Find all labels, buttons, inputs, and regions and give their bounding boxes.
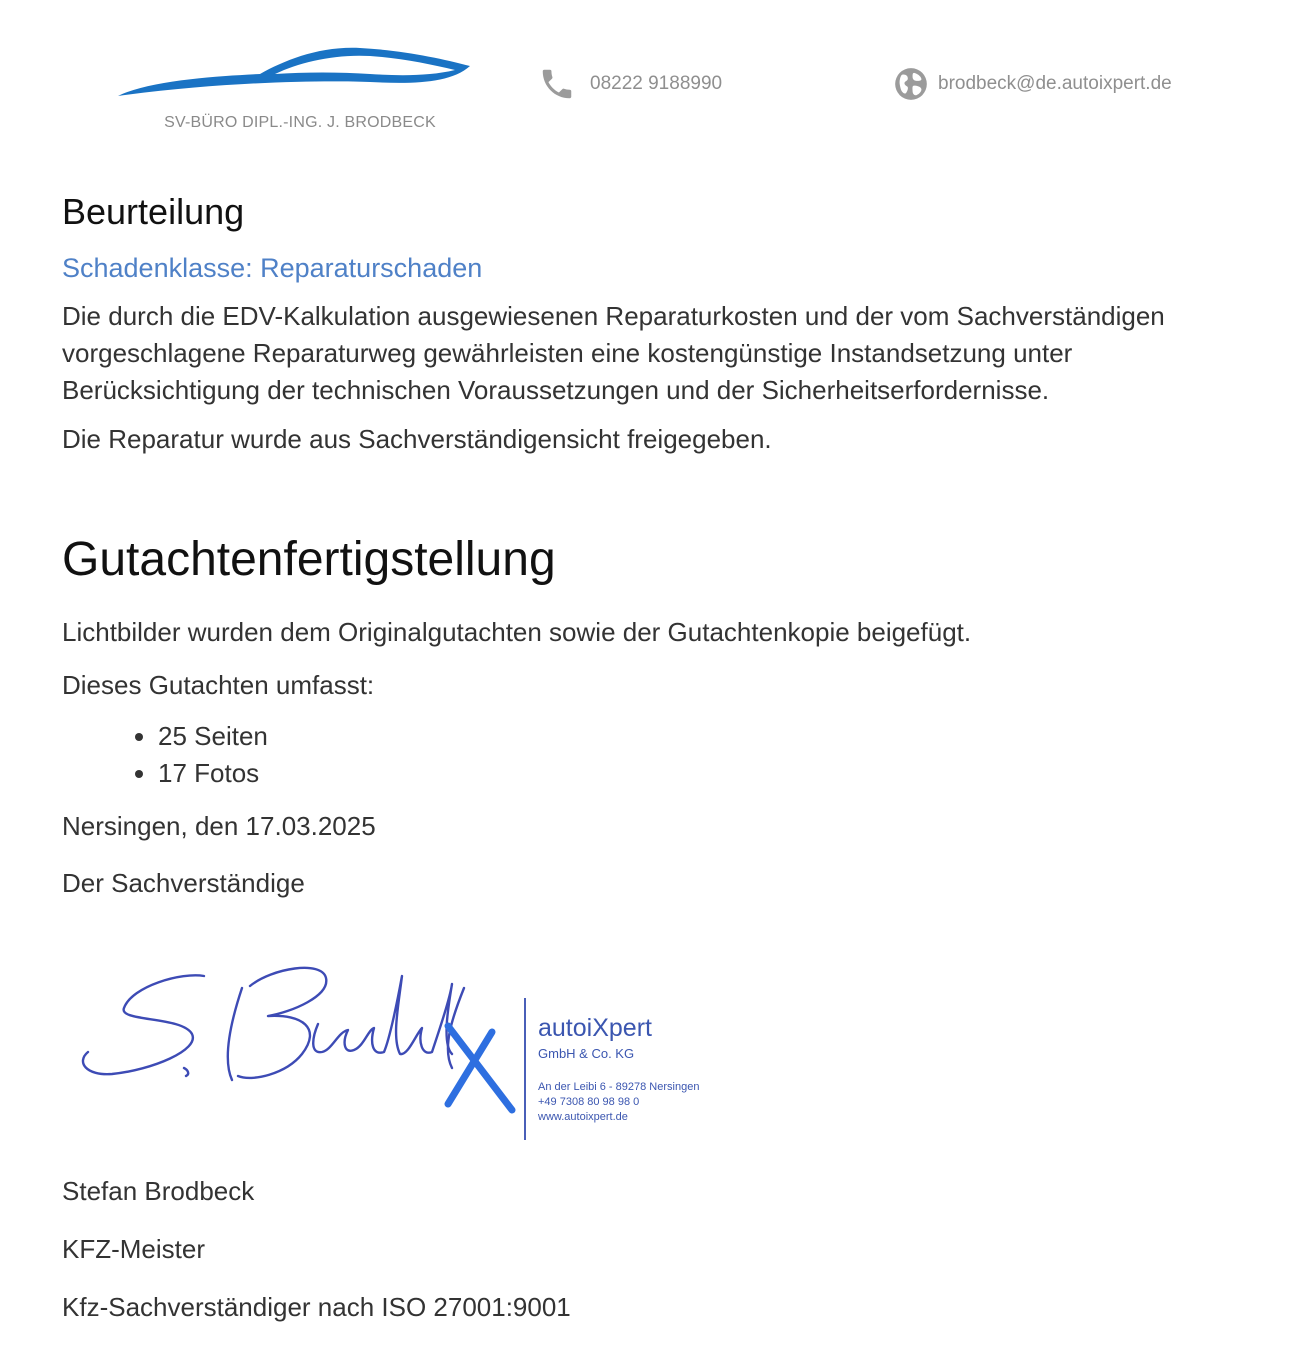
stamp-web: www.autoixpert.de	[538, 1111, 628, 1123]
assessment-title: Beurteilung	[62, 191, 245, 232]
stamp-brand: autoiXpert	[538, 1014, 652, 1042]
globe-icon	[892, 65, 930, 103]
email-contact[interactable]	[892, 64, 1172, 104]
photos-note: Lichtbilder wurden dem Originalgutachten sowie der Gutachtenkopie beigefügt.	[62, 617, 972, 647]
handwritten-signature	[72, 958, 532, 1148]
stamp-phone: +49 7308 80 98 98 0	[538, 1096, 640, 1108]
signer-role: KFZ-Meister	[62, 1234, 205, 1264]
signature-stamp	[72, 958, 732, 1148]
phone-number: 08222 9188990	[590, 73, 723, 94]
scope-intro: Dieses Gutachten umfasst:	[62, 670, 375, 700]
assessment-paragraph: Die durch die EDV-Kalkulation ausgewiesenen Reparaturkosten und der vom Sachverständigen vorgeschlagene Reparaturweg gewährleisten eine kostengünstige Instandsetzung unter Berücksichtigung der technischen Voraussetzungen und der Sicherheitserfordernisse.	[62, 301, 1165, 405]
phone-icon	[538, 65, 576, 103]
place-date: Nersingen, den 17.03.2025	[62, 811, 376, 841]
completion-title: Gutachtenfertigstellung	[62, 533, 556, 586]
repair-release-note: Die Reparatur wurde aus Sachverständigensicht freigegeben.	[62, 424, 772, 454]
page-header	[0, 0, 1295, 160]
list-item: • 25 Seiten	[158, 718, 1242, 755]
stamp-divider	[524, 998, 526, 1140]
stamp-address-block	[538, 1080, 699, 1125]
company-stamp	[524, 998, 744, 1148]
car-silhouette-icon	[110, 40, 480, 100]
logo-text: SV-BÜRO DIPL.-ING. J. BRODBECK	[164, 114, 436, 131]
phone-contact[interactable]	[538, 64, 722, 104]
scope-list	[62, 718, 1242, 792]
report-content	[62, 186, 1242, 902]
signatory-label: Der Sachverständige	[62, 868, 305, 898]
stamp-address: An der Leibi 6 - 89278 Nersingen	[538, 1081, 700, 1093]
signer-name: Stefan Brodbeck	[62, 1176, 255, 1206]
signer-qualification: Kfz-Sachverständiger nach ISO 27001:9001	[62, 1292, 571, 1322]
email-address: brodbeck@de.autoixpert.de	[938, 73, 1172, 94]
damage-class: Schadenklasse: Reparaturschaden	[62, 253, 483, 283]
signer-info	[62, 1172, 1062, 1346]
company-logo	[110, 40, 480, 140]
list-item: • 17 Fotos	[158, 755, 1242, 792]
stamp-company: GmbH & Co. KG	[538, 1046, 635, 1061]
